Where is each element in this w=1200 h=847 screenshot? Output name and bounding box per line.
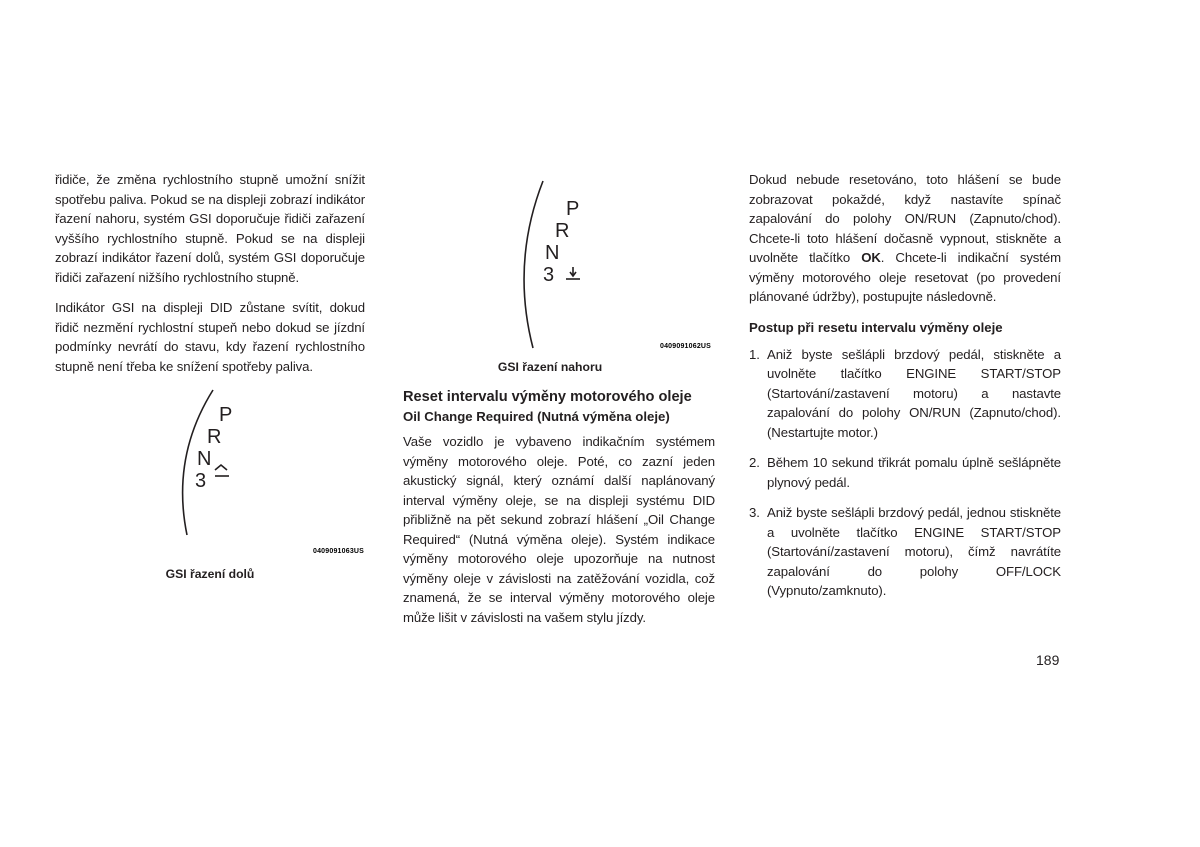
list-item (749, 345, 1061, 443)
left-column (55, 170, 365, 387)
list-item (749, 453, 1061, 492)
gsi-shift-down-figure (175, 385, 370, 560)
paragraph-text: Dokud nebude resetováno, toto hlášení se bude zobrazovat pokaždé, když nastavíte spínač zapalování do polohy ON/RUN (Zapnuto/chod). Chcete-li toto hlášení dočasně vypnout, stiskněte a uvolněte tlačítko (749, 172, 1061, 265)
figure-code: 0409091062US (660, 343, 712, 350)
page-number: 189 (1036, 652, 1060, 668)
step-text: Aniž byste sešlápli brzdový pedál, jednou stiskněte a uvolněte tlačítko ENGINE START/STOP (Startování/zastavení motoru), čímž navrátíte zapalování do polohy OFF/LOCK (Vypnuto/zamknuto). (767, 505, 1061, 598)
gear-r-label: R (207, 426, 222, 448)
shift-up-arrow-icon (566, 267, 580, 279)
gear-3-label: 3 (543, 264, 555, 286)
indicator-arc (524, 181, 543, 348)
step-text: Aniž byste sešlápli brzdový pedál, stiskněte a uvolněte tlačítko ENGINE START/STOP (Startování/zastavení motoru) a nastavte zapalování do polohy ON/RUN (Zapnuto/chod). (Nestartujte motor.) (767, 346, 1061, 440)
list-item (749, 503, 1061, 601)
step-number: 2. (749, 455, 760, 470)
middle-column (403, 388, 715, 638)
section-title: Reset intervalu výměny motorového oleje (403, 389, 692, 405)
step-list (749, 345, 1061, 601)
figure-caption: GSI řazení nahoru (497, 360, 603, 374)
subheading: Postup při resetu intervalu výměny oleje (749, 319, 1003, 335)
gear-p-label: P (566, 198, 580, 220)
paragraph: řidiče, že změna rychlostního stupně umožní snížit spotřebu paliva. Pokud se na displeji zobrazí indikátor řazení nahoru, systém GSI doporučuje řidiči zařazení vyššího rychlostního stupně. Pokud se na displeji zobrazí indikátor řazení dolů, systém GSI doporučuje řidiči zařazení nižšího rychlostního stupně. (55, 172, 365, 285)
shift-down-arrow-icon (215, 465, 229, 476)
gear-p-label: P (219, 404, 233, 426)
step-text: Během 10 sekund třikrát pomalu úplně sešlápněte plynový pedál. (767, 455, 1061, 490)
ok-button-label: OK (861, 250, 881, 265)
right-column (749, 170, 1061, 612)
gear-n-label: N (545, 242, 560, 264)
subheading: Oil Change Required (Nutná výměna oleje) (403, 409, 670, 424)
gear-3-label: 3 (195, 470, 207, 492)
paragraph (749, 170, 1061, 307)
figure-caption: GSI řazení dolů (165, 567, 255, 581)
paragraph-text: . Chcete-li indikační systém výměny motorového oleje resetovat (po provedení plánované údržby), postupujte následovně. (749, 250, 1061, 304)
gear-r-label: R (555, 220, 570, 242)
gsi-shift-up-figure (515, 178, 715, 353)
paragraph: Indikátor GSI na displeji DID zůstane svítit, dokud řidič nezmění rychlostní stupeň nebo dokud se jízdní podmínky nevrátí do stavu, kdy řazení rychlostního stupně není třeba ke snížení spotřeby paliva. (55, 300, 365, 374)
gear-indicator-illustration (175, 385, 370, 560)
step-number: 1. (749, 346, 760, 362)
step-number: 3. (749, 505, 760, 520)
paragraph: Vaše vozidlo je vybaveno indikačním systémem výměny motorového oleje. Poté, co zazní jeden akustický signál, který oznámí další naplánovaný interval výměny oleje, se na displeji systému DID přibližně na pět sekund zobrazí hlášení „Oil Change Required“ (Nutná výměna oleje). Systém indikace výměny motorového oleje upozorňuje na nutnost výměny oleje v závislosti na zatěžování vozidla, což znamená, že se interval výměny motorového oleje může lišit v závislosti na vašem stylu jízdy. (403, 434, 715, 625)
figure-code: 0409091063US (313, 548, 365, 555)
gear-indicator-illustration (515, 178, 715, 353)
gear-n-label: N (197, 448, 212, 470)
